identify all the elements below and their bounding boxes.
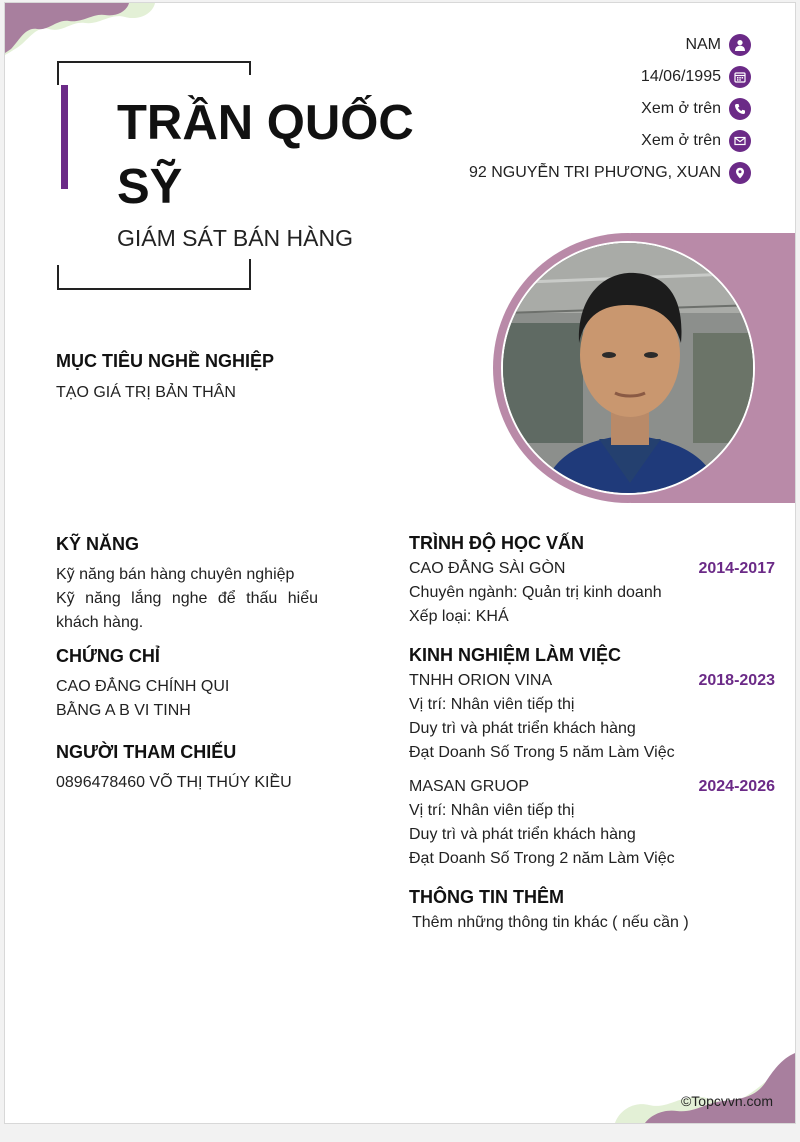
job-achievement: Đạt Doanh Số Trong 5 năm Làm Việc [409,744,675,761]
contact-phone-text: Xem ở trên [641,100,721,117]
calendar-icon [729,66,751,88]
education-grade: Xếp loại: KHÁ [409,608,509,625]
mail-icon [729,130,751,152]
references-text: 0896478460 VÕ THỊ THÚY KIỀU [56,774,292,791]
certificate-item: BẰNG A B VI TINH [56,702,191,719]
job-duty: Duy trì và phát triển khách hàng [409,720,636,737]
job-years: 2018-2023 [698,672,775,689]
job-position: Vị trí: Nhân viên tiếp thị [409,802,575,819]
job-title: GIÁM SÁT BÁN HÀNG [117,225,354,251]
name-frame-left-bottom [57,265,59,290]
contact-address [469,161,751,185]
skill-item: Kỹ năng lắng nghe để thấu hiểu khách hàng. [56,590,318,631]
footer-copyright: ©Topcvvn.com [680,1093,773,1109]
education-title: TRÌNH ĐỘ HỌC VẤN [409,533,584,553]
cv-page [4,2,796,1124]
skill-item: Kỹ năng bán hàng chuyên nghiệp [56,566,295,583]
decorative-blob-bottom-right [605,1053,795,1123]
name-frame-left-top [57,61,59,85]
profile-photo [501,241,755,495]
contact-email [641,129,751,153]
education-school: CAO ĐẲNG SÀI GÒN [409,560,566,577]
job-years: 2024-2026 [698,778,775,795]
name-accent-bar [61,85,68,189]
job-achievement: Đạt Doanh Số Trong 2 năm Làm Việc [409,850,675,867]
contact-birthdate-text: 14/06/1995 [640,68,721,85]
skills-title: KỸ NĂNG [56,534,140,554]
name-frame-right-top [249,61,251,75]
contact-phone [641,97,751,121]
contact-email-text: Xem ở trên [641,132,721,149]
name-frame-right-bottom [249,259,251,290]
additional-text: Thêm những thông tin khác ( nếu cần ) [412,914,689,931]
user-icon [729,34,751,56]
name-frame-top [57,61,251,63]
references-title: NGƯỜI THAM CHIẾU [56,742,237,762]
job-company: TNHH ORION VINA [409,672,553,689]
job-duty: Duy trì và phát triển khách hàng [409,826,636,843]
job-position: Vị trí: Nhân viên tiếp thị [409,696,575,713]
phone-icon [729,98,751,120]
contact-address-text: 92 NGUYỄN TRI PHƯƠNG, XUAN [468,164,721,181]
education-major: Chuyên ngành: Quản trị kinh doanh [409,584,662,601]
education-years: 2014-2017 [698,560,775,577]
job-company: MASAN GRUOP [409,778,530,795]
objective-title: MỤC TIÊU NGHỀ NGHIỆP [56,351,275,371]
objective-text: TẠO GIÁ TRỊ BẢN THÂN [56,384,236,401]
experience-title: KINH NGHIỆM LÀM VIỆC [409,645,622,665]
certificates-title: CHỨNG CHỈ [56,646,160,666]
contact-gender-text: NAM [685,36,721,53]
location-pin-icon [729,162,751,184]
candidate-name: TRẦN QUỐC SỸ [117,96,414,214]
additional-title: THÔNG TIN THÊM [409,887,564,907]
contact-birthdate [641,65,751,89]
decorative-blob-top-left [5,3,175,63]
certificate-item: CAO ĐẲNG CHÍNH QUI [56,678,230,695]
name-frame-bottom [57,288,251,290]
contact-gender [685,33,751,57]
